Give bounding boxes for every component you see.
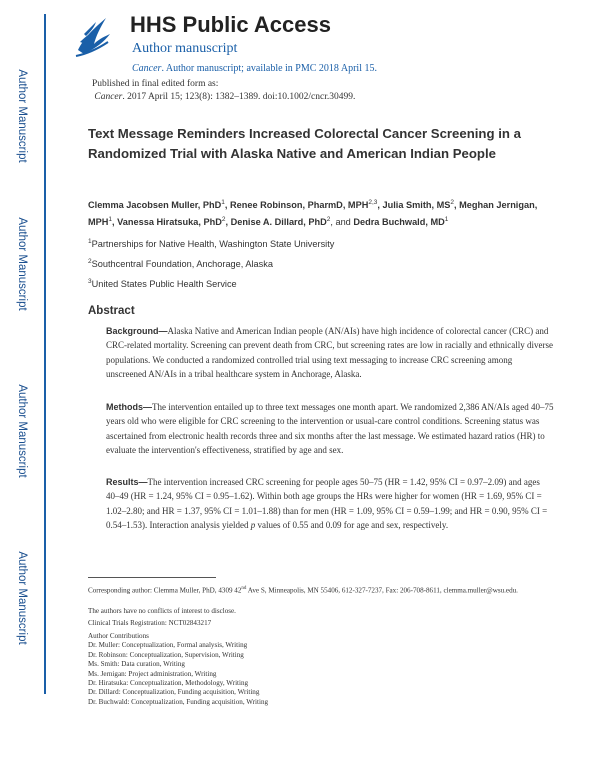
citation-journal: Cancer: [94, 92, 123, 102]
contribution-item: Ms. Smith: Data curation, Writing: [88, 660, 185, 669]
results-text: The intervention increased CRC screening for people ages 50–75 (HR = 1.42, 95% CI = 0.97–2.09) and ages 40–49 (HR = 1.24, 95% CI = 0.95–1.62). Within both age groups the HRs were higher for women (HR = 1.69, 95% CI = 1.02–2.80; and HR = 1.37, 95% CI = 1.01–1.88) than for men (HR = 1.09, 95% CI = 0.59–1.99; and HR = 0.90, 95% CI = 0.54–1.53). Interaction analysis yielded: [106, 477, 548, 530]
author-list: Clemma Jacobsen Muller, PhD$^1$, Renee Robinson, PharmD, MPH$^{2,3}$, Julia Smith, $MS^2$, Meghan Jernigan, MPH$^1$, Vanessa Hiratsuka, PhD$^2$, Denise A. Dillard, PhD$^2$, and Dedra Buchwald, $MD^1$: [88, 199, 538, 227]
author: Denise A. Dillard, PhD: [230, 216, 327, 227]
publication-info: [92, 78, 355, 104]
affiliation: [88, 278, 558, 289]
publication-line: Published in final edited form as:: [92, 79, 219, 89]
affiliation-text: Partnerships for Native Health, Washington State University: [91, 239, 335, 250]
author: Dedra Buchwald, MD: [353, 216, 445, 227]
sidebar-divider: [44, 14, 46, 694]
affiliation-sup: 1: [88, 238, 92, 245]
side-label: Author Manuscript: [16, 384, 28, 478]
results-p: p: [250, 519, 256, 530]
author-sup: 1: [221, 199, 225, 206]
affiliation: [88, 258, 558, 269]
author-and: , and: [330, 216, 354, 227]
manuscript-label: Author manuscript: [132, 41, 238, 56]
corresponding-sup: nd: [241, 586, 247, 591]
corresponding-text: Corresponding author: Clemma Muller, PhD, 4309 42: [88, 586, 242, 595]
affiliation-text: United States Public Health Service: [91, 279, 237, 290]
availability-text: . Author manuscript; available in PMC 2018 April 15.: [161, 63, 377, 74]
article-title: Text Message Reminders Increased Colorectal Cancer Screening in a Randomized Trial with Alaska Native and American Indian People: [88, 126, 521, 161]
contribution-item: Dr. Hiratsuka: Conceptualization, Methodology, Writing: [88, 679, 249, 688]
background-text: Alaska Native and American Indian people (AN/AIs) have high incidence of colorectal cancer (CRC) and CRC-related mortality. Screening can prevent death from CRC, but screening rates are low in racially and ethnically diverse populations. We conducted a randomized controlled trial using text messaging to increase CRC screening among unscreened AN/AIs in a tribal healthcare system in Anchorage, Alaska.: [106, 326, 554, 379]
abstract-results: [106, 475, 554, 532]
contributions: [88, 632, 558, 707]
conflicts-note: The authors have no conflicts of interest to disclose.: [88, 607, 236, 615]
contribution-item: Dr. Buchwald: Conceptualization, Funding acquisition, Writing: [88, 697, 269, 706]
footnote-rule: [88, 577, 216, 578]
citation-text: . 2017 April 15; 123(8): 1382–1389. doi:10.1002/cncr.30499.: [122, 92, 356, 102]
journal-name: Cancer: [132, 63, 162, 74]
registration-note: Clinical Trials Registration: NCT02843217: [88, 619, 212, 627]
sidebar: [0, 0, 50, 776]
contributions-heading: Author Contributions: [88, 632, 149, 640]
results-text-end: values of 0.55 and 0.09 for age and sex, respectively.: [255, 519, 449, 530]
author: Renee Robinson, PharmD, MPH: [230, 200, 369, 211]
contribution-item: Dr. Robinson: Conceptualization, Supervision, Writing: [88, 650, 244, 659]
side-label: Author Manuscript: [16, 69, 28, 163]
corresponding-author: [88, 584, 558, 596]
contribution-item: Dr. Dillard: Conceptualization, Funding acquisition, Writing: [88, 688, 260, 697]
abstract-background: [106, 324, 554, 381]
header: [70, 8, 590, 74]
author: Meghan Jernigan, MPH: [88, 200, 538, 227]
citation-line: [92, 91, 355, 104]
author-sup: 2: [221, 215, 226, 223]
author-sup: 1: [444, 215, 449, 223]
affiliation-sup: 3: [88, 278, 92, 285]
contribution-item: Ms. Jernigan: Project administration, Writing: [88, 669, 217, 678]
affiliation-sup: 2: [88, 258, 92, 265]
affiliation: [88, 238, 558, 249]
author-sup: 2: [450, 199, 455, 206]
author: Julia Smith, MS: [382, 200, 451, 211]
affiliation-text: Southcentral Foundation, Anchorage, Alaska: [91, 259, 273, 270]
side-label: Author Manuscript: [16, 217, 28, 311]
side-label: Author Manuscript: [16, 551, 28, 645]
abstract-methods: [106, 400, 554, 457]
hhs-title: HHS Public Access: [130, 12, 331, 37]
corresponding-text-end: Ave S, Minneapolis, MN 55406, 612-327-7237, Fax: 206-708-8611, clemma.muller@wsu.edu.: [246, 586, 518, 595]
background-label: Background—: [106, 326, 168, 336]
methods-label: Methods—: [106, 402, 152, 412]
author-sup: 2: [326, 215, 331, 223]
author-sup: 1: [108, 215, 113, 223]
methods-text: The intervention entailed up to three text messages one month apart. We randomized 2,386 AN/AIs aged 40–75 years old who were eligible for CRC screening to the intervention or usual-care control conditions. Screening status was ascertained from electronic health records three and six months after the last message. We estimated hazard ratios (HR) to evaluate the intervention's effectiveness, stratified by age and sex.: [106, 402, 554, 455]
abstract-heading: Abstract: [88, 305, 135, 317]
availability-note: [132, 63, 377, 74]
results-label: Results—: [106, 477, 148, 487]
author: Vanessa Hiratsuka, PhD: [117, 216, 222, 227]
hhs-eagle-logo-icon: [70, 8, 116, 62]
author: Clemma Jacobsen Muller, PhD: [88, 200, 222, 211]
author-sup: 2,3: [368, 199, 378, 206]
contribution-item: Dr. Muller: Conceptualization, Formal analysis, Writing: [88, 641, 248, 650]
